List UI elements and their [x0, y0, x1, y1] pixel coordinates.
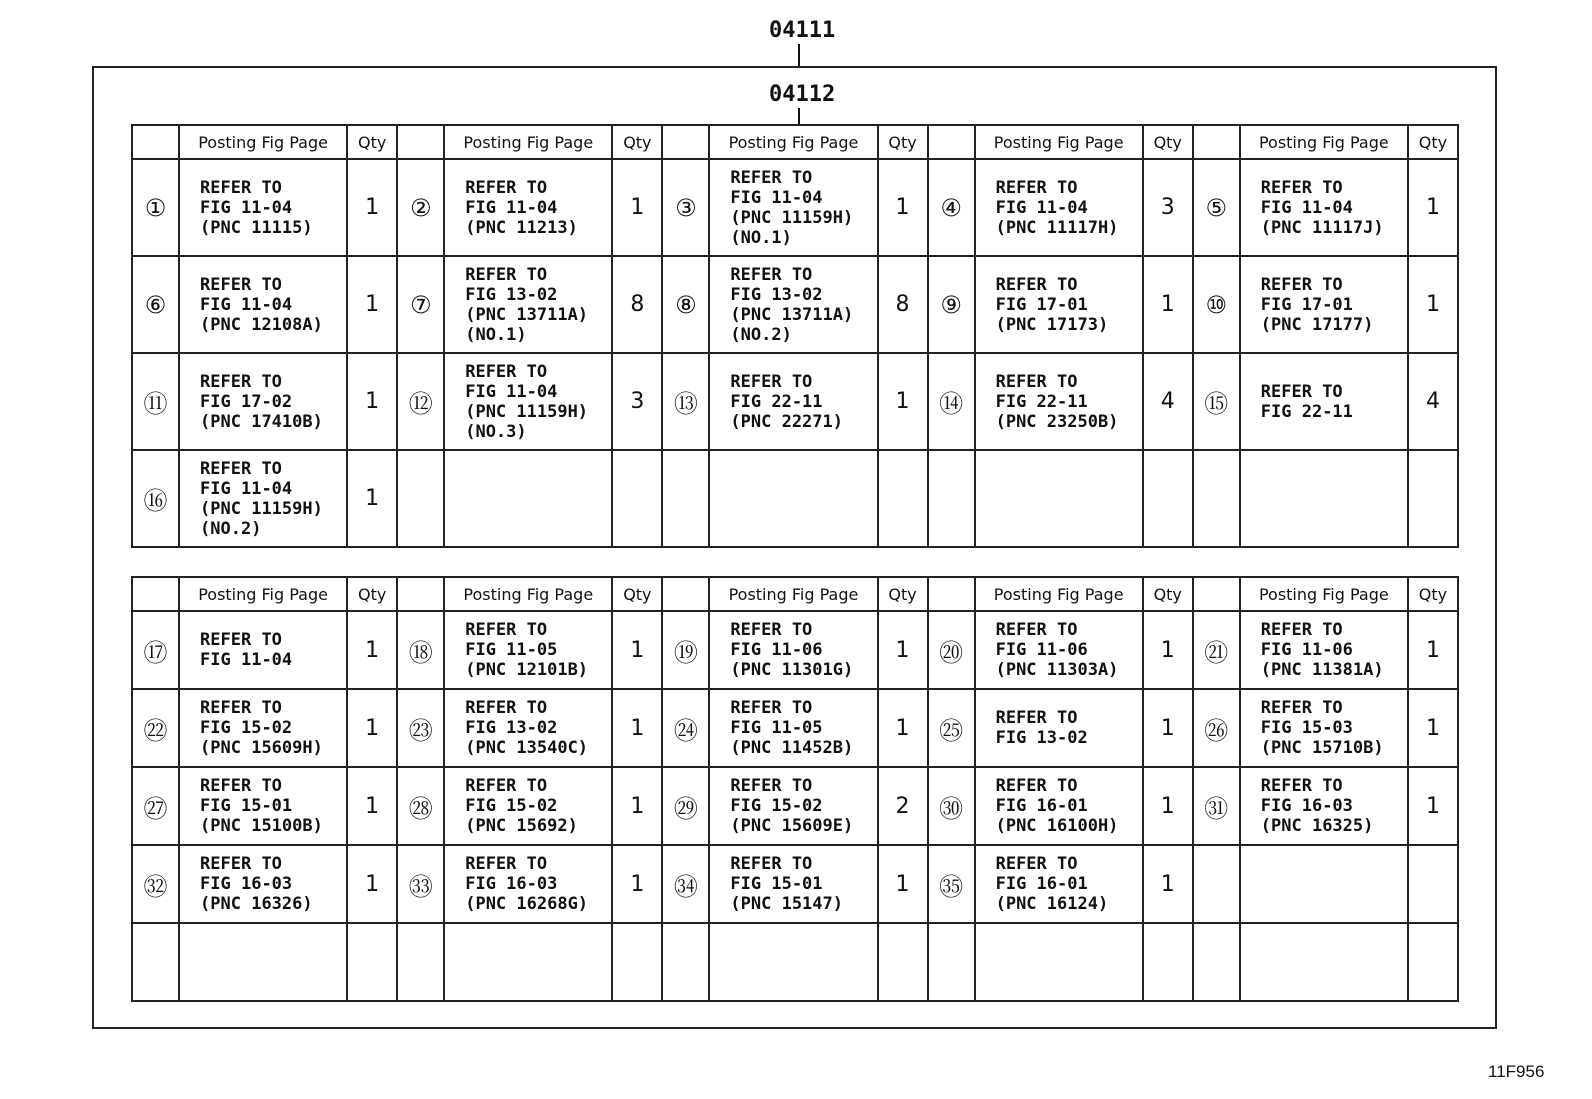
callout-number: ⑦ — [397, 256, 444, 353]
quantity-cell: 1 — [612, 159, 662, 256]
reference-cell — [709, 256, 877, 353]
reference-cell — [444, 256, 612, 353]
reference-line: REFER TO — [200, 177, 282, 198]
reference-line: REFER TO — [200, 776, 282, 796]
reference-line: FIG 16-03 — [1260, 796, 1353, 816]
figure-code: 11F956 — [1488, 1062, 1545, 1081]
assembly-label-outer: 04111 — [769, 18, 836, 43]
reference-line: REFER TO — [1260, 274, 1343, 295]
callout-number: ㉗ — [132, 767, 179, 845]
callout-number: ㉕ — [928, 689, 975, 767]
quantity-cell: 1 — [1143, 611, 1193, 689]
reference-line: (PNC 17177) — [1260, 314, 1374, 335]
reference-line: FIG 11-04 — [730, 187, 823, 208]
table-row — [132, 845, 1458, 923]
table-row — [132, 767, 1458, 845]
reference-line: REFER TO — [200, 854, 282, 874]
quantity-cell — [347, 923, 397, 1001]
reference-line: FIG 15-02 — [730, 796, 823, 816]
header-posting-fig-page: Posting Fig Page — [179, 125, 347, 159]
table-row — [132, 689, 1458, 767]
callout-number: ① — [132, 159, 179, 256]
reference-line: REFER TO — [465, 264, 548, 285]
reference-line: FIG 11-04 — [200, 650, 293, 670]
reference-cell — [975, 450, 1143, 547]
quantity-cell: 1 — [347, 353, 397, 450]
header-qty: Qty — [347, 577, 397, 611]
reference-line: REFER TO — [465, 854, 548, 874]
reference-cell — [444, 767, 612, 845]
reference-line: FIG 15-02 — [200, 718, 293, 738]
reference-cell — [179, 256, 347, 353]
callout-number: ② — [397, 159, 444, 256]
reference-cell — [975, 923, 1143, 1001]
reference-cell — [709, 845, 877, 923]
header-number-cell — [397, 125, 444, 159]
quantity-cell: 8 — [878, 256, 928, 353]
reference-line: FIG 11-06 — [1260, 640, 1353, 660]
quantity-cell: 1 — [1143, 256, 1193, 353]
header-qty: Qty — [612, 577, 662, 611]
callout-number — [397, 923, 444, 1001]
reference-line: (NO.1) — [465, 324, 527, 345]
reference-cell — [709, 159, 877, 256]
reference-line: FIG 16-03 — [200, 874, 293, 894]
reference-cell — [1240, 256, 1408, 353]
reference-line: (PNC 11452B) — [730, 738, 854, 758]
reference-line: REFER TO — [465, 361, 548, 382]
quantity-cell: 1 — [1143, 767, 1193, 845]
reference-line: REFER TO — [995, 177, 1078, 198]
quantity-cell: 1 — [612, 611, 662, 689]
reference-line: REFER TO — [730, 854, 813, 874]
reference-line: FIG 13-02 — [995, 728, 1088, 748]
header-posting-fig-page: Posting Fig Page — [444, 577, 612, 611]
reference-cell — [975, 256, 1143, 353]
reference-cell — [179, 450, 347, 547]
reference-line: REFER TO — [1260, 776, 1343, 796]
leader-line-outer — [798, 44, 800, 67]
quantity-cell: 1 — [347, 159, 397, 256]
callout-number — [662, 923, 709, 1001]
quantity-cell — [1143, 923, 1193, 1001]
reference-cell — [444, 450, 612, 547]
reference-cell — [1240, 845, 1408, 923]
reference-line: REFER TO — [465, 620, 548, 640]
reference-line: FIG 15-01 — [200, 796, 293, 816]
reference-line: (PNC 12101B) — [465, 660, 589, 680]
callout-number: ④ — [928, 159, 975, 256]
reference-cell — [1240, 353, 1408, 450]
reference-line: REFER TO — [995, 776, 1078, 796]
reference-line: (NO.2) — [200, 518, 262, 539]
quantity-cell: 1 — [612, 767, 662, 845]
reference-cell — [444, 689, 612, 767]
quantity-cell: 3 — [1143, 159, 1193, 256]
quantity-cell: 4 — [1408, 353, 1458, 450]
reference-line: FIG 13-02 — [465, 718, 558, 738]
reference-line: (PNC 16325) — [1260, 816, 1374, 836]
header-number-cell — [1193, 577, 1240, 611]
callout-number — [1193, 450, 1240, 547]
callout-number: ⑯ — [132, 450, 179, 547]
table-row — [132, 611, 1458, 689]
reference-line: REFER TO — [995, 371, 1078, 392]
callout-number: ㉙ — [662, 767, 709, 845]
reference-line: FIG 11-04 — [465, 197, 558, 218]
header-posting-fig-page: Posting Fig Page — [975, 125, 1143, 159]
reference-line: REFER TO — [730, 620, 813, 640]
callout-number — [1193, 845, 1240, 923]
callout-number: ⑥ — [132, 256, 179, 353]
header-qty: Qty — [878, 125, 928, 159]
reference-cell — [1240, 689, 1408, 767]
callout-number: ⑤ — [1193, 159, 1240, 256]
reference-cell — [975, 689, 1143, 767]
reference-line: (PNC 13540C) — [465, 738, 589, 758]
reference-line: (NO.2) — [730, 324, 792, 345]
reference-line: (PNC 16124) — [995, 894, 1109, 914]
header-qty: Qty — [1408, 577, 1458, 611]
quantity-cell: 1 — [612, 689, 662, 767]
reference-line: (PNC 11213) — [465, 217, 578, 238]
reference-cell — [975, 845, 1143, 923]
reference-line: (PNC 15710B) — [1260, 738, 1384, 758]
quantity-cell: 8 — [612, 256, 662, 353]
reference-cell — [975, 611, 1143, 689]
reference-line: FIG 11-05 — [465, 640, 558, 660]
callout-number: ⑧ — [662, 256, 709, 353]
quantity-cell: 3 — [612, 353, 662, 450]
reference-cell — [179, 689, 347, 767]
reference-line: (NO.1) — [730, 227, 792, 248]
callout-number: ⑲ — [662, 611, 709, 689]
quantity-cell — [1408, 845, 1458, 923]
reference-cell — [444, 611, 612, 689]
reference-line: (PNC 23250B) — [995, 411, 1119, 432]
reference-cell — [444, 159, 612, 256]
reference-line: FIG 11-04 — [465, 381, 558, 402]
parts-table-upper — [131, 124, 1459, 548]
reference-line: REFER TO — [200, 371, 282, 392]
reference-line: REFER TO — [730, 698, 813, 718]
header-number-cell — [132, 125, 179, 159]
callout-number — [928, 923, 975, 1001]
table-row — [132, 450, 1458, 547]
header-posting-fig-page: Posting Fig Page — [709, 577, 877, 611]
header-number-cell — [397, 577, 444, 611]
reference-line: FIG 22-11 — [995, 391, 1088, 412]
reference-line: (PNC 15100B) — [200, 816, 323, 836]
callout-number: ㉘ — [397, 767, 444, 845]
header-qty: Qty — [612, 125, 662, 159]
quantity-cell — [612, 450, 662, 547]
reference-cell — [444, 845, 612, 923]
reference-cell — [1240, 923, 1408, 1001]
reference-line: FIG 11-06 — [730, 640, 823, 660]
callout-number — [397, 450, 444, 547]
table-row — [132, 256, 1458, 353]
reference-line: FIG 11-04 — [1260, 197, 1353, 218]
callout-number — [132, 923, 179, 1001]
callout-number: ㉟ — [928, 845, 975, 923]
reference-cell — [1240, 159, 1408, 256]
quantity-cell: 1 — [1408, 256, 1458, 353]
reference-cell — [444, 353, 612, 450]
reference-line: FIG 17-01 — [995, 294, 1088, 315]
callout-number: ㉔ — [662, 689, 709, 767]
reference-line: FIG 13-02 — [730, 284, 823, 305]
reference-cell — [709, 767, 877, 845]
reference-line: FIG 16-01 — [995, 874, 1088, 894]
reference-line: FIG 11-04 — [200, 478, 293, 499]
reference-line: REFER TO — [200, 458, 282, 479]
reference-line: (PNC 16100H) — [995, 816, 1119, 836]
callout-number: ⑩ — [1193, 256, 1240, 353]
reference-line: REFER TO — [995, 274, 1078, 295]
reference-line: (PNC 17173) — [995, 314, 1109, 335]
callout-number: ㉓ — [397, 689, 444, 767]
callout-number: ㉜ — [132, 845, 179, 923]
callout-number: ⑰ — [132, 611, 179, 689]
header-number-cell — [132, 577, 179, 611]
reference-line: REFER TO — [200, 630, 282, 650]
callout-number — [928, 450, 975, 547]
reference-line: REFER TO — [730, 371, 813, 392]
quantity-cell: 1 — [878, 689, 928, 767]
reference-cell — [709, 353, 877, 450]
reference-cell — [709, 689, 877, 767]
quantity-cell: 1 — [347, 845, 397, 923]
table-row — [132, 353, 1458, 450]
quantity-cell: 1 — [1408, 611, 1458, 689]
quantity-cell: 1 — [347, 689, 397, 767]
callout-number: ㉒ — [132, 689, 179, 767]
quantity-cell: 1 — [1408, 689, 1458, 767]
reference-line: (PNC 22271) — [730, 411, 843, 432]
parts-table-lower — [131, 576, 1459, 1002]
assembly-label-inner: 04112 — [769, 82, 836, 107]
header-qty: Qty — [1408, 125, 1458, 159]
quantity-cell: 1 — [1408, 767, 1458, 845]
quantity-cell: 1 — [347, 450, 397, 547]
reference-line: REFER TO — [995, 854, 1078, 874]
quantity-cell: 1 — [1143, 689, 1193, 767]
callout-number: ⑨ — [928, 256, 975, 353]
quantity-cell — [878, 450, 928, 547]
reference-cell — [975, 159, 1143, 256]
quantity-cell — [1408, 923, 1458, 1001]
callout-number: ⑭ — [928, 353, 975, 450]
callout-number: ㉖ — [1193, 689, 1240, 767]
reference-line: (PNC 16268G) — [465, 894, 589, 914]
reference-line: REFER TO — [995, 708, 1078, 728]
reference-line: REFER TO — [995, 620, 1078, 640]
reference-line: REFER TO — [465, 776, 548, 796]
reference-line: REFER TO — [200, 274, 282, 295]
table-row — [132, 159, 1458, 256]
table-header — [132, 577, 1458, 611]
header-number-cell — [1193, 125, 1240, 159]
quantity-cell: 1 — [1408, 159, 1458, 256]
reference-line: REFER TO — [200, 698, 282, 718]
header-posting-fig-page: Posting Fig Page — [1240, 577, 1408, 611]
reference-cell — [1240, 611, 1408, 689]
reference-line: REFER TO — [465, 698, 548, 718]
quantity-cell: 1 — [612, 845, 662, 923]
leader-line-inner — [798, 108, 800, 124]
reference-line: (PNC 15609H) — [200, 738, 323, 758]
table-row — [132, 923, 1458, 1001]
quantity-cell — [1408, 450, 1458, 547]
reference-line: (PNC 16326) — [200, 894, 313, 914]
reference-cell — [179, 767, 347, 845]
reference-line: FIG 22-11 — [730, 391, 823, 412]
quantity-cell: 1 — [347, 767, 397, 845]
reference-line: FIG 17-01 — [1260, 294, 1353, 315]
reference-line: REFER TO — [730, 264, 813, 285]
quantity-cell: 2 — [878, 767, 928, 845]
header-number-cell — [662, 577, 709, 611]
reference-line: REFER TO — [1260, 381, 1343, 402]
callout-number: ㉛ — [1193, 767, 1240, 845]
reference-line: FIG 22-11 — [1260, 401, 1353, 422]
reference-line: (PNC 11159H) — [730, 207, 854, 228]
reference-line: (NO.3) — [465, 421, 527, 442]
reference-line: FIG 11-04 — [995, 197, 1088, 218]
reference-cell — [1240, 450, 1408, 547]
reference-line: (PNC 15692) — [465, 816, 578, 836]
reference-line: FIG 16-01 — [995, 796, 1088, 816]
quantity-cell: 1 — [878, 611, 928, 689]
reference-line: FIG 11-05 — [730, 718, 823, 738]
header-posting-fig-page: Posting Fig Page — [975, 577, 1143, 611]
callout-number: ⑪ — [132, 353, 179, 450]
reference-cell — [1240, 767, 1408, 845]
quantity-cell: 4 — [1143, 353, 1193, 450]
reference-cell — [179, 923, 347, 1001]
reference-cell — [179, 159, 347, 256]
callout-number — [1193, 923, 1240, 1001]
quantity-cell — [612, 923, 662, 1001]
header-number-cell — [928, 577, 975, 611]
reference-line: (PNC 15609E) — [730, 816, 854, 836]
reference-line: (PNC 13711A) — [465, 304, 589, 325]
reference-line: FIG 15-03 — [1260, 718, 1353, 738]
reference-line: FIG 11-04 — [200, 294, 293, 315]
quantity-cell — [878, 923, 928, 1001]
callout-number: ⑫ — [397, 353, 444, 450]
reference-line: (PNC 11117H) — [995, 217, 1119, 238]
reference-line: FIG 17-02 — [200, 391, 293, 412]
callout-number: ㉝ — [397, 845, 444, 923]
reference-line: (PNC 11381A) — [1260, 660, 1384, 680]
header-qty: Qty — [1143, 577, 1193, 611]
quantity-cell — [1143, 450, 1193, 547]
callout-number: ⑮ — [1193, 353, 1240, 450]
quantity-cell: 1 — [878, 353, 928, 450]
reference-line: REFER TO — [465, 177, 548, 198]
header-posting-fig-page: Posting Fig Page — [444, 125, 612, 159]
quantity-cell: 1 — [1143, 845, 1193, 923]
header-qty: Qty — [878, 577, 928, 611]
reference-line: FIG 15-02 — [465, 796, 558, 816]
callout-number: ③ — [662, 159, 709, 256]
header-qty: Qty — [347, 125, 397, 159]
reference-line: REFER TO — [1260, 698, 1343, 718]
reference-line: REFER TO — [730, 776, 813, 796]
callout-number: ⑳ — [928, 611, 975, 689]
quantity-cell: 1 — [347, 256, 397, 353]
quantity-cell: 1 — [347, 611, 397, 689]
reference-cell — [179, 353, 347, 450]
reference-line: (PNC 11303A) — [995, 660, 1119, 680]
header-number-cell — [662, 125, 709, 159]
callout-number: ⑬ — [662, 353, 709, 450]
callout-number — [662, 450, 709, 547]
reference-line: FIG 16-03 — [465, 874, 558, 894]
reference-line: REFER TO — [1260, 620, 1343, 640]
reference-line: (PNC 11115) — [200, 217, 313, 238]
reference-line: (PNC 11159H) — [465, 401, 589, 422]
header-posting-fig-page: Posting Fig Page — [1240, 125, 1408, 159]
reference-line: (PNC 17410B) — [200, 411, 323, 432]
callout-number: ⑱ — [397, 611, 444, 689]
reference-line: FIG 11-06 — [995, 640, 1088, 660]
reference-line: FIG 13-02 — [465, 284, 558, 305]
table-header — [132, 125, 1458, 159]
reference-cell — [179, 845, 347, 923]
reference-line: REFER TO — [1260, 177, 1343, 198]
reference-line: FIG 11-04 — [200, 197, 293, 218]
header-posting-fig-page: Posting Fig Page — [179, 577, 347, 611]
reference-line: (PNC 13711A) — [730, 304, 854, 325]
reference-cell — [709, 611, 877, 689]
reference-cell — [709, 923, 877, 1001]
reference-line: (PNC 11117J) — [1260, 217, 1384, 238]
reference-line: (PNC 11301G) — [730, 660, 854, 680]
header-number-cell — [928, 125, 975, 159]
quantity-cell: 1 — [878, 159, 928, 256]
reference-line: FIG 15-01 — [730, 874, 823, 894]
reference-line: (PNC 15147) — [730, 894, 843, 914]
callout-number: ㉚ — [928, 767, 975, 845]
reference-cell — [975, 353, 1143, 450]
reference-cell — [444, 923, 612, 1001]
header-qty: Qty — [1143, 125, 1193, 159]
callout-number: ㉞ — [662, 845, 709, 923]
reference-line: (PNC 11159H) — [200, 498, 323, 519]
reference-line: REFER TO — [730, 167, 813, 188]
quantity-cell: 1 — [878, 845, 928, 923]
reference-cell — [179, 611, 347, 689]
reference-line: (PNC 12108A) — [200, 314, 323, 335]
reference-cell — [709, 450, 877, 547]
reference-cell — [975, 767, 1143, 845]
header-posting-fig-page: Posting Fig Page — [709, 125, 877, 159]
callout-number: ㉑ — [1193, 611, 1240, 689]
